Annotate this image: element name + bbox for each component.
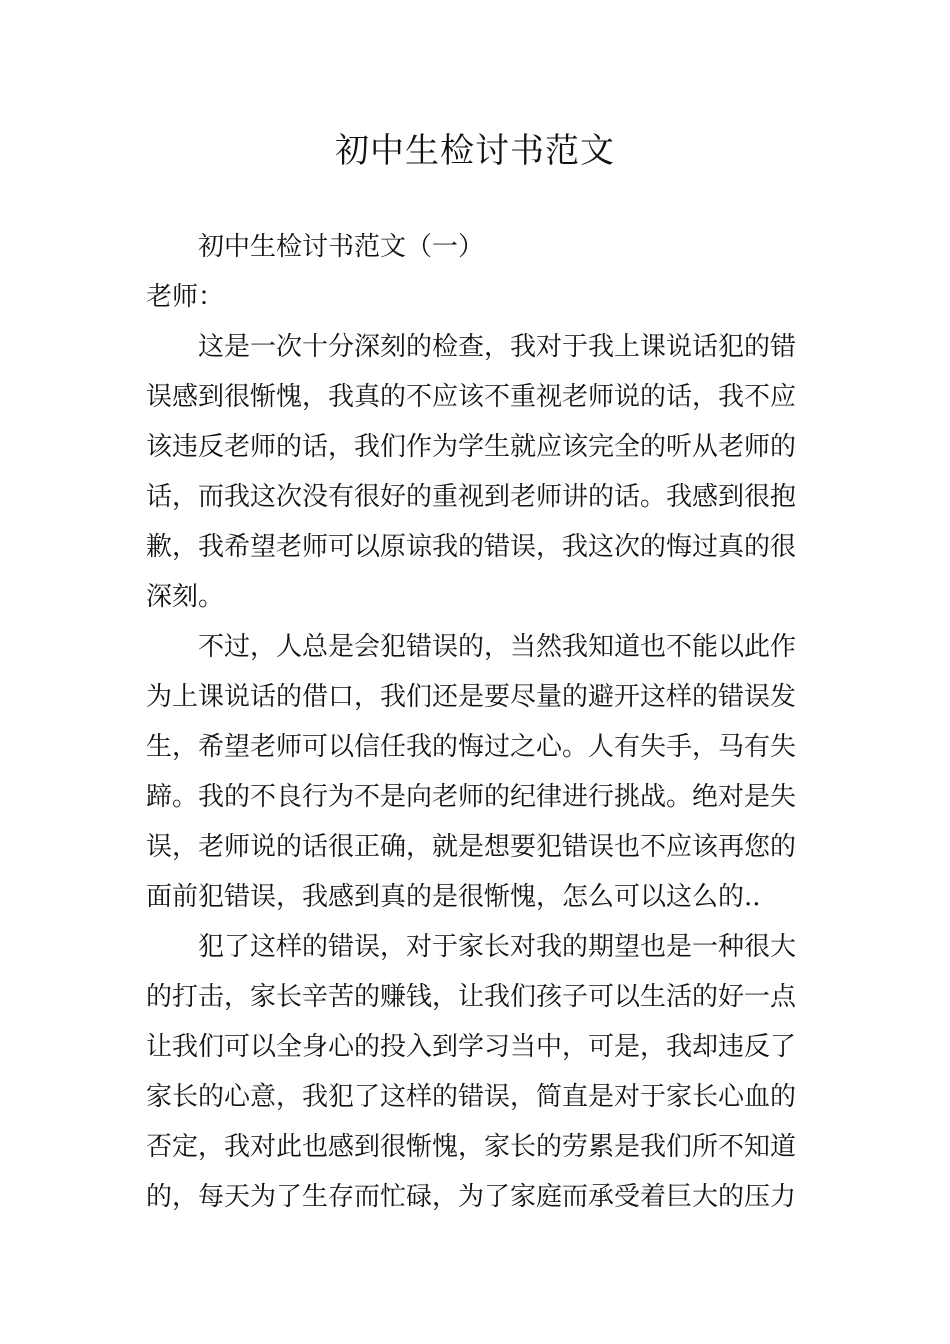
paragraph-2-line-2: 为上课说话的借口，我们还是要尽量的避开这样的错误发	[146, 682, 797, 712]
document-body	[146, 222, 806, 1222]
paragraph-1-line-5: 歉，我希望老师可以原谅我的错误，我这次的悔过真的很	[146, 532, 797, 562]
paragraph-1-line-4: 话，而我这次没有很好的重视到老师讲的话。我感到很抱	[146, 482, 797, 512]
paragraph-1-line-3: 该违反老师的话，我们作为学生就应该完全的听从老师的	[146, 432, 797, 462]
paragraph-1-line-1: 这是一次十分深刻的检查，我对于我上课说话犯的错	[198, 332, 797, 362]
paragraph-3-line-3: 让我们可以全身心的投入到学习当中，可是，我却违反了	[146, 1032, 797, 1062]
paragraph-2-line-3: 生，希望老师可以信任我的悔过之心。人有失手，马有失	[146, 732, 797, 762]
paragraph-3-line-5: 否定，我对此也感到很惭愧，家长的劳累是我们所不知道	[146, 1132, 797, 1162]
paragraph-2-line-1: 不过，人总是会犯错误的，当然我知道也不能以此作	[198, 632, 797, 662]
section-heading: 初中生检讨书范文（一）	[198, 232, 485, 262]
paragraph-1-line-6: 深刻。	[146, 582, 225, 612]
salutation: 老师：	[146, 282, 225, 312]
paragraph-3-line-4: 家长的心意，我犯了这样的错误，简直是对于家长心血的	[146, 1082, 797, 1112]
paragraph-3-line-1: 犯了这样的错误，对于家长对我的期望也是一种很大	[198, 932, 797, 962]
paragraph-3-line-6: 的，每天为了生存而忙碌，为了家庭而承受着巨大的压力	[146, 1182, 797, 1212]
paragraph-2-line-4: 蹄。我的不良行为不是向老师的纪律进行挑战。绝对是失	[146, 782, 797, 812]
paragraph-2-line-6: 面前犯错误，我感到真的是很惭愧，怎么可以这么的..	[146, 882, 761, 912]
paragraph-3-line-2: 的打击，家长辛苦的赚钱，让我们孩子可以生活的好一点	[146, 982, 797, 1012]
document-title: 初中生检讨书范文	[335, 131, 615, 171]
paragraph-2-line-5: 误，老师说的话很正确，就是想要犯错误也不应该再您的	[146, 832, 797, 862]
paragraph-1-line-2: 误感到很惭愧，我真的不应该不重视老师说的话，我不应	[146, 382, 797, 412]
